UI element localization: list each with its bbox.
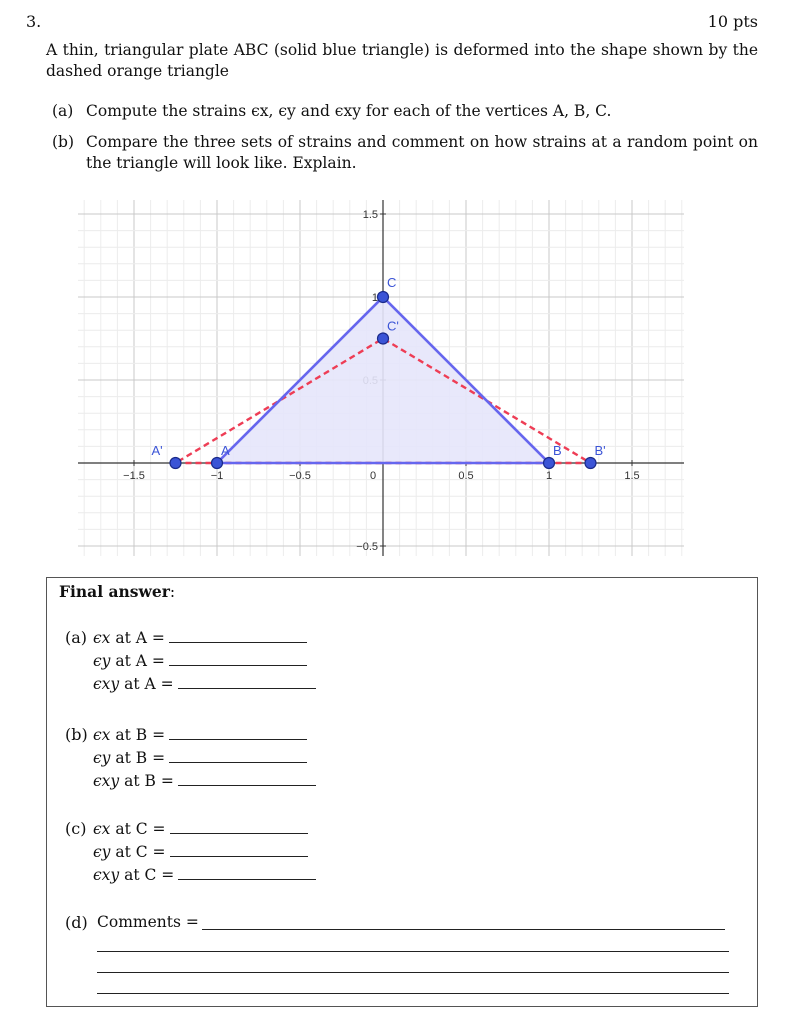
answer-b-ex (93, 725, 307, 744)
point-label: A' (151, 443, 163, 458)
answer-b-exy (93, 771, 316, 790)
y-tick-label: 1.5 (362, 209, 378, 221)
answer-a-ey (93, 651, 307, 670)
x-tick-label: 0 (369, 470, 377, 482)
symbol: ϵxy (93, 866, 120, 884)
final-answer-title (59, 582, 175, 601)
answer-c-ey (93, 842, 308, 861)
row-label: at C = (115, 820, 166, 838)
row-label: at B = (115, 749, 166, 767)
answer-b-ey-field[interactable] (169, 748, 307, 763)
answer-c-ey-field[interactable] (170, 842, 308, 857)
final-answer-title-text: Final answer (59, 582, 170, 601)
part-b-text: Compare the three sets of strains and comment on how strains at a random point on the triangle will look like. Explain. (86, 133, 758, 172)
symbol: ϵy (93, 652, 111, 670)
answer-group-c-label: (c) (65, 819, 87, 838)
answer-c-exy (93, 865, 316, 884)
final-answer-box (46, 577, 758, 1007)
final-answer-colon: : (169, 583, 176, 601)
point-A-prime (170, 458, 181, 469)
part-b (52, 132, 758, 174)
answer-group-a-label: (a) (65, 628, 88, 647)
symbol: ϵxy (93, 675, 120, 693)
point-label: A (221, 443, 230, 458)
symbol: ϵx (93, 820, 111, 838)
comments-line-3[interactable] (97, 972, 729, 973)
symbol: ϵx (93, 629, 111, 647)
row-label: at B = (124, 772, 174, 790)
comments-line-2[interactable] (97, 951, 729, 952)
point-C-prime (378, 333, 389, 344)
answer-a-ey-field[interactable] (169, 651, 307, 666)
answer-group-b-label: (b) (65, 725, 88, 744)
point-label: B' (594, 443, 606, 458)
row-label: at A = (124, 675, 174, 693)
x-tick-label: −0.5 (289, 470, 311, 482)
row-label: at C = (124, 866, 175, 884)
answer-b-ex-field[interactable] (169, 725, 307, 740)
row-label: at C = (115, 843, 166, 861)
row-label: at A = (115, 652, 165, 670)
problem-intro: A thin, triangular plate ABC (solid blue triangle) is deformed into the shape shown by the dashed orange triangle (46, 41, 758, 80)
answer-a-exy-field[interactable] (178, 674, 316, 689)
row-label: at B = (115, 726, 166, 744)
symbol: ϵx (93, 726, 111, 744)
point-B (544, 458, 555, 469)
points-label: 10 pts (707, 12, 758, 31)
question-number: 3. (26, 12, 42, 31)
y-tick-label: 1 (371, 292, 378, 304)
answer-c-exy-field[interactable] (178, 865, 316, 880)
y-tick-label: −0.5 (356, 541, 378, 553)
x-tick-label: 0.5 (458, 470, 474, 482)
x-tick-label: 1 (545, 470, 553, 482)
symbol: ϵy (93, 749, 111, 767)
x-tick-label: 1.5 (624, 470, 640, 482)
comments-label: Comments = (97, 913, 199, 931)
point-A (212, 458, 223, 469)
x-tick-label: −1.5 (123, 470, 145, 482)
comments-line-4[interactable] (97, 993, 729, 994)
part-a (52, 101, 758, 122)
comments-line-1[interactable] (202, 929, 725, 930)
symbol: ϵxy (93, 772, 120, 790)
answer-b-exy-field[interactable] (178, 771, 316, 786)
answer-c-ex-field[interactable] (170, 819, 308, 834)
answer-a-ex-field[interactable] (169, 628, 307, 643)
part-a-text: Compute the strains ϵx, ϵy and ϵxy for each of the vertices A, B, C. (86, 102, 612, 120)
point-label: C (387, 275, 397, 290)
x-tick-label: −1 (210, 470, 224, 482)
point-B-prime (585, 458, 596, 469)
row-label: at A = (115, 629, 165, 647)
point-C (378, 292, 389, 303)
part-a-label: (a) (52, 102, 74, 120)
point-label: B (553, 443, 562, 458)
answer-c-ex (93, 819, 308, 838)
part-b-label: (b) (52, 133, 75, 151)
deformation-plot (78, 200, 684, 556)
answer-a-ex (93, 628, 307, 647)
point-label: C' (387, 318, 399, 334)
symbol: ϵy (93, 843, 111, 861)
answer-a-exy (93, 674, 316, 693)
answer-b-ey (93, 748, 307, 767)
answer-group-d-label: (d) (65, 913, 88, 932)
